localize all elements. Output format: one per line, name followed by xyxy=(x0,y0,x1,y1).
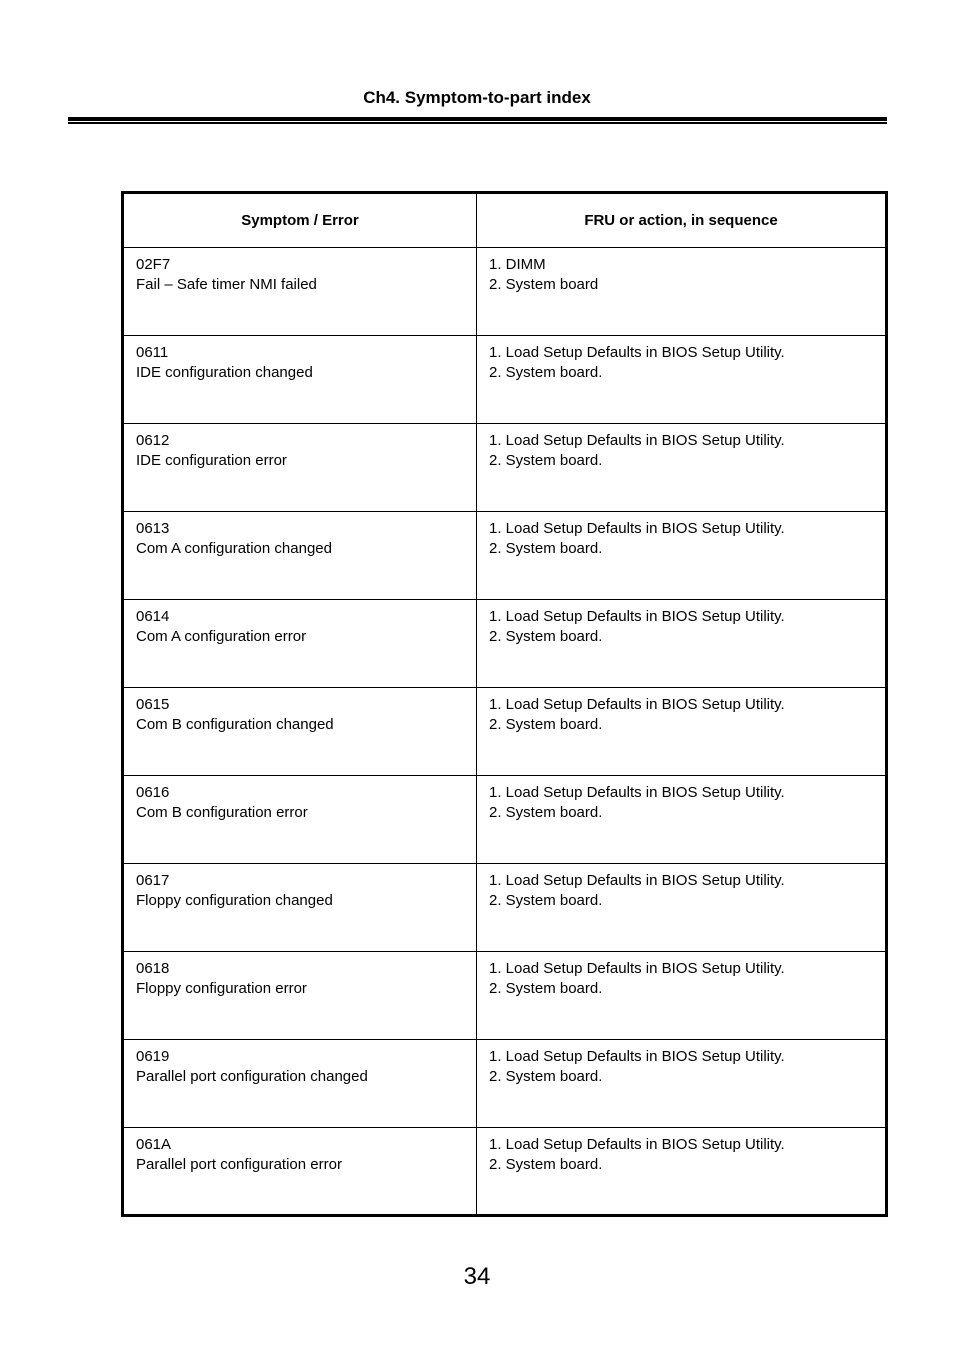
action-step: 1. Load Setup Defaults in BIOS Setup Utility. xyxy=(489,344,785,361)
page-number: 34 xyxy=(463,1263,491,1290)
symptom-cell xyxy=(123,864,477,952)
fru-action-cell xyxy=(477,424,887,512)
symptom-description: Com B configuration error xyxy=(136,803,308,821)
action-step: 2. System board. xyxy=(489,627,603,645)
action-step: 2. System board. xyxy=(489,1067,603,1085)
table-row xyxy=(123,776,887,864)
fru-action-cell xyxy=(477,248,887,336)
symptom-cell xyxy=(123,952,477,1040)
fru-action-cell xyxy=(477,600,887,688)
symptom-description: IDE configuration error xyxy=(136,451,287,469)
symptom-to-part-table xyxy=(121,191,888,1217)
error-code: 02F7 xyxy=(136,256,171,273)
table-row xyxy=(123,600,887,688)
fru-action-cell xyxy=(477,1040,887,1128)
error-code: 0615 xyxy=(136,696,170,713)
table-body xyxy=(123,248,887,1216)
table-header-row xyxy=(123,193,887,248)
symptom-cell xyxy=(123,1128,477,1216)
action-step: 1. Load Setup Defaults in BIOS Setup Utility. xyxy=(489,696,785,713)
fru-action-cell xyxy=(477,336,887,424)
fru-action-cell xyxy=(477,776,887,864)
symptom-description: Parallel port configuration changed xyxy=(136,1067,368,1085)
error-code: 0618 xyxy=(136,960,170,977)
table-row xyxy=(123,336,887,424)
action-step: 2. System board. xyxy=(489,979,603,997)
action-step: 2. System board. xyxy=(489,715,603,733)
action-step: 2. System board. xyxy=(489,539,603,557)
symptom-cell xyxy=(123,1040,477,1128)
symptom-cell xyxy=(123,512,477,600)
symptom-description: Fail – Safe timer NMI failed xyxy=(136,275,317,293)
error-code: 0614 xyxy=(136,608,170,625)
action-step: 1. Load Setup Defaults in BIOS Setup Utility. xyxy=(489,1136,785,1153)
table-row xyxy=(123,512,887,600)
action-step: 1. Load Setup Defaults in BIOS Setup Utility. xyxy=(489,608,785,625)
error-code: 0616 xyxy=(136,784,170,801)
action-step: 1. Load Setup Defaults in BIOS Setup Utility. xyxy=(489,520,785,537)
action-step: 2. System board. xyxy=(489,451,603,469)
header-rule-thin xyxy=(68,122,887,124)
symptom-description: Com A configuration error xyxy=(136,627,307,645)
fru-action-cell xyxy=(477,688,887,776)
symptom-cell xyxy=(123,776,477,864)
symptom-cell xyxy=(123,600,477,688)
chapter-title: Ch4. Symptom-to-part index xyxy=(363,88,591,107)
table-row xyxy=(123,424,887,512)
action-step: 2. System board. xyxy=(489,1155,603,1173)
table-row xyxy=(123,248,887,336)
symptom-description: Floppy configuration error xyxy=(136,979,307,997)
action-step: 1. Load Setup Defaults in BIOS Setup Utility. xyxy=(489,432,785,449)
action-step: 2. System board. xyxy=(489,363,603,381)
symptom-description: Com A configuration changed xyxy=(136,539,332,557)
symptom-description: Floppy configuration changed xyxy=(136,891,333,909)
table-row xyxy=(123,1128,887,1216)
action-step: 1. Load Setup Defaults in BIOS Setup Utility. xyxy=(489,960,785,977)
table-row xyxy=(123,952,887,1040)
action-step: 1. Load Setup Defaults in BIOS Setup Utility. xyxy=(489,872,785,889)
error-code: 0611 xyxy=(136,344,169,361)
error-code: 0619 xyxy=(136,1048,170,1065)
action-step: 1. DIMM xyxy=(489,256,546,273)
column-header-symptom: Symptom / Error xyxy=(123,193,477,248)
action-step: 1. Load Setup Defaults in BIOS Setup Utility. xyxy=(489,1048,785,1065)
action-step: 2. System board. xyxy=(489,891,603,909)
header-rule-thick xyxy=(68,117,887,121)
symptom-cell xyxy=(123,248,477,336)
column-header-fru-action: FRU or action, in sequence xyxy=(477,193,887,248)
fru-action-cell xyxy=(477,952,887,1040)
table-row xyxy=(123,688,887,776)
error-code: 0617 xyxy=(136,872,170,889)
fru-action-cell xyxy=(477,864,887,952)
table-row xyxy=(123,864,887,952)
error-code: 0613 xyxy=(136,520,170,537)
fru-action-cell xyxy=(477,512,887,600)
symptom-cell xyxy=(123,688,477,776)
fru-action-cell xyxy=(477,1128,887,1216)
action-step: 1. Load Setup Defaults in BIOS Setup Utility. xyxy=(489,784,785,801)
error-code: 0612 xyxy=(136,432,170,449)
table-row xyxy=(123,1040,887,1128)
symptom-cell xyxy=(123,336,477,424)
action-step: 2. System board xyxy=(489,275,599,293)
action-step: 2. System board. xyxy=(489,803,603,821)
symptom-cell xyxy=(123,424,477,512)
symptom-description: Parallel port configuration error xyxy=(136,1155,342,1173)
symptom-description: Com B configuration changed xyxy=(136,715,334,733)
symptom-description: IDE configuration changed xyxy=(136,363,313,381)
error-code: 061A xyxy=(136,1136,172,1153)
